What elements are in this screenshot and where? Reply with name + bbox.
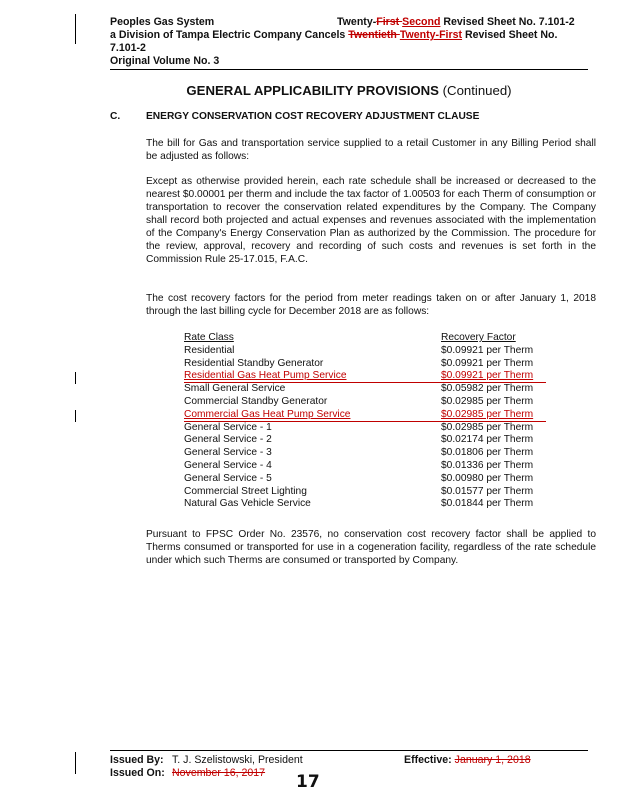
table-row: General Service - 4 $0.01336 per Therm: [184, 459, 534, 471]
change-bar-row-3: [75, 372, 76, 384]
change-bar-footer: [75, 752, 76, 774]
table-row: Commercial Street Lighting $0.01577 per Therm: [184, 485, 534, 497]
table-row: Small General Service $0.05982 per Therm: [184, 383, 534, 395]
company-name: Peoples Gas System: [110, 16, 215, 28]
issued-on: Issued On: November 16, 2017: [110, 767, 266, 779]
division-line-2: 7.101-2: [110, 42, 146, 54]
deleted-text: Twentieth: [348, 29, 400, 41]
rates-table: [184, 332, 546, 511]
table-row-inserted: Residential Gas Heat Pump Service $0.09921 per Therm: [184, 370, 546, 383]
col-recovery-factor: Recovery Factor: [441, 332, 516, 343]
effective-date: Effective: January 1, 2018: [404, 754, 531, 766]
section-heading: ENERGY CONSERVATION COST RECOVERY ADJUSTMENT CLAUSE: [146, 111, 480, 122]
table-row: Residential $0.09921 per Therm: [184, 344, 534, 356]
page-number: 17: [296, 772, 320, 792]
table-row: General Service - 2 $0.02174 per Therm: [184, 434, 534, 446]
page-title: GENERAL APPLICABILITY PROVISIONS (Continued): [186, 83, 512, 98]
table-row: Natural Gas Vehicle Service $0.01844 per Therm: [184, 498, 534, 510]
sheet-revision: Twenty-First Second Revised Sheet No. 7.101-2: [337, 16, 575, 28]
division-line: a Division of Tampa Electric Company Cancels Twentieth Twenty-First Revised Sheet No.: [110, 29, 558, 41]
table-row: General Service - 3 $0.01806 per Therm: [184, 447, 534, 459]
inserted-text: Twenty-First: [399, 29, 463, 41]
paragraph-period: The cost recovery factors for the period from meter readings taken on or after January 1, 2018 through the last billing cycle for December 2018 are as follows:: [146, 293, 596, 317]
section-letter: C.: [110, 111, 121, 122]
change-bar-row-6: [75, 410, 76, 422]
table-row: Residential Standby Generator $0.09921 per Therm: [184, 357, 534, 369]
table-row: General Service - 5 $0.00980 per Therm: [184, 472, 534, 484]
volume-line: Original Volume No. 3: [110, 55, 220, 67]
change-bar-header: [75, 14, 76, 44]
deleted-text: January 1, 2018: [454, 754, 531, 766]
table-row-inserted: Commercial Gas Heat Pump Service $0.02985 per Therm: [184, 409, 546, 422]
paragraph-cogeneration: Pursuant to FPSC Order No. 23576, no conservation cost recovery factor shall be applied to Therms consumed or transported for use in a cogeneration facility, regardless of the rate schedule under which such Therms are consumed or transported by Company.: [146, 529, 596, 566]
sheet-header: [110, 16, 590, 68]
col-rate-class: Rate Class: [184, 332, 234, 343]
table-row: General Service - 1 $0.02985 per Therm: [184, 421, 534, 433]
table-header: [184, 332, 546, 345]
header-rule: [110, 69, 588, 70]
footer-rule: [110, 750, 588, 751]
deleted-text: First: [376, 16, 403, 28]
deleted-text: November 16, 2017: [172, 767, 266, 779]
inserted-text: Second: [402, 16, 441, 28]
table-row: Commercial Standby Generator $0.02985 per Therm: [184, 395, 534, 407]
issued-by: Issued By: T. J. Szelistowski, President: [110, 754, 303, 766]
paragraph-procedure: Except as otherwise provided herein, each rate schedule shall be increased or decreased to the nearest $0.00001 per therm and include the tax factor of 1.00503 for each Therm of consumption or transportation to recover the conservation related expenditures by the Company. The Company shall record both projected and actual expenses and revenues associated with the implementation of the Company's Energy Conservation Plan as authorized by the Commission. The procedure for the review, approval, recovery and recording of such costs and revenues is set forth in the Commission Rule 25-17.015, F.A.C.: [146, 176, 596, 265]
paragraph-billing: The bill for Gas and transportation service supplied to a retail Customer in any Billing Period shall be adjusted as follows:: [146, 138, 596, 162]
